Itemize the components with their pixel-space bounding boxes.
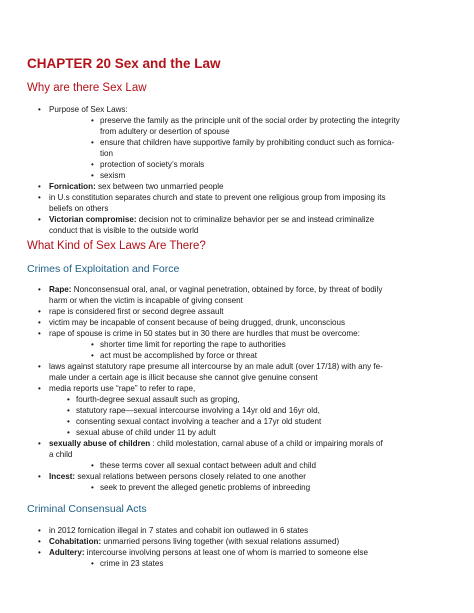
list-item: consenting sexual contact involving a teacher and a 17yr old student bbox=[76, 417, 322, 426]
definition: sexual relations between persons closely related to one another bbox=[75, 472, 306, 481]
list-item: tion bbox=[100, 149, 114, 158]
list-item: sexual abuse of child under 11 by adult bbox=[76, 428, 216, 437]
bullet: • bbox=[67, 417, 70, 426]
list-item: conduct that is visible to the outside world bbox=[49, 226, 199, 235]
list-item: seek to prevent the alleged genetic problems of inbreeding bbox=[100, 483, 311, 492]
term-adultery: Adultery: bbox=[49, 548, 85, 557]
list-item: laws against statutory rape presume all intercourse by an male adult (over 17/18) with any fe- bbox=[49, 362, 383, 371]
list-item bbox=[49, 471, 306, 482]
list-item: harm or when the victim is incapable of giving consent bbox=[49, 296, 243, 305]
list-item: from adultery or desertion of spouse bbox=[100, 127, 230, 136]
list-item bbox=[49, 438, 383, 449]
term-sexual-abuse: sexually abuse of children bbox=[49, 439, 151, 448]
list-item: act must be accomplished by force or threat bbox=[100, 351, 258, 360]
definition: intercourse involving persons at least one of whom is married to someone else bbox=[84, 548, 368, 557]
list-item bbox=[49, 547, 368, 558]
bullet: • bbox=[38, 215, 41, 224]
list-item: Purpose of Sex Laws: bbox=[49, 105, 128, 114]
list-item: beliefs on others bbox=[49, 204, 109, 213]
term-incest: Incest: bbox=[49, 472, 76, 481]
bullet: • bbox=[91, 171, 94, 180]
bullet: • bbox=[38, 526, 41, 535]
subheading-exploitation: Crimes of Exploitation and Force bbox=[27, 263, 180, 275]
bullet: • bbox=[91, 559, 94, 568]
term-cohabitation: Cohabitation: bbox=[49, 537, 102, 546]
list-item: rape of spouse is crime in 50 states but in 30 there are hurdles that must be overcome: bbox=[49, 329, 360, 338]
bullet: • bbox=[67, 428, 70, 437]
list-item: ensure that children have supportive family by prohibiting conduct such as fornica- bbox=[100, 138, 395, 147]
bullet: • bbox=[38, 329, 41, 338]
list-item: rape is considered first or second degree assault bbox=[49, 307, 224, 316]
definition: unmarried persons living together (with sexual relations assumed) bbox=[101, 537, 340, 546]
bullet: • bbox=[38, 548, 41, 557]
list-item: protection of society’s morals bbox=[100, 160, 205, 169]
bullet: • bbox=[91, 138, 94, 147]
bullet: • bbox=[38, 182, 41, 191]
bullet: • bbox=[38, 384, 41, 393]
definition: sex between two unmarried people bbox=[95, 182, 224, 191]
section-heading-why: Why are there Sex Law bbox=[27, 82, 147, 94]
list-item bbox=[49, 181, 224, 192]
list-item bbox=[49, 284, 382, 295]
list-item: these terms cover all sexual contact between adult and child bbox=[100, 461, 316, 470]
list-item: in 2012 fornication illegal in 7 states and cohabit ion outlawed in 6 states bbox=[49, 526, 309, 535]
chapter-title: CHAPTER 20 Sex and the Law bbox=[27, 56, 221, 71]
bullet: • bbox=[38, 472, 41, 481]
definition: decision not to criminalize behavior per se and instead criminalize bbox=[136, 215, 375, 224]
list-item: victim may be incapable of consent because of being drugged, drunk, unconscious bbox=[49, 318, 346, 327]
list-item bbox=[49, 536, 339, 547]
section-heading-kinds: What Kind of Sex Laws Are There? bbox=[27, 240, 206, 252]
definition: : child molestation, carnal abuse of a child or impairing morals of bbox=[150, 439, 383, 448]
subheading-consensual: Criminal Consensual Acts bbox=[27, 503, 147, 515]
list-item: crime in 23 states bbox=[100, 559, 164, 568]
bullet: • bbox=[67, 406, 70, 415]
bullet: • bbox=[38, 537, 41, 546]
term-fornication: Fornication: bbox=[49, 182, 96, 191]
bullet: • bbox=[38, 105, 41, 114]
bullet: • bbox=[38, 307, 41, 316]
list-item: media reports use “rape” to refer to rape, bbox=[49, 384, 196, 393]
list-item: shorter time limit for reporting the rape to authorities bbox=[100, 340, 286, 349]
list-item: preserve the family as the principle unit of the social order by protecting the integrity bbox=[100, 116, 400, 125]
bullet: • bbox=[38, 362, 41, 371]
bullet: • bbox=[38, 285, 41, 294]
bullet: • bbox=[91, 351, 94, 360]
list-item: in U.s constitution separates church and state to prevent one religious group from imposing its bbox=[49, 193, 386, 202]
list-item: sexism bbox=[100, 171, 126, 180]
list-item: fourth-degree sexual assault such as groping, bbox=[76, 395, 240, 404]
bullet: • bbox=[38, 193, 41, 202]
bullet: • bbox=[67, 395, 70, 404]
bullet: • bbox=[38, 318, 41, 327]
bullet: • bbox=[91, 483, 94, 492]
bullet: • bbox=[38, 439, 41, 448]
bullet: • bbox=[91, 340, 94, 349]
bullet: • bbox=[91, 461, 94, 470]
list-item: statutory rape—sexual intercourse involving a 14yr old and 16yr old, bbox=[76, 406, 320, 415]
bullet: • bbox=[91, 116, 94, 125]
term-rape: Rape: bbox=[49, 285, 72, 294]
term-victorian-compromise: Victorian compromise: bbox=[49, 215, 137, 224]
list-item: male under a certain age is illicit because she cannot give genuine consent bbox=[49, 373, 318, 382]
definition: Nonconsensual oral, anal, or vaginal penetration, obtained by force, by threat of bodily bbox=[71, 285, 383, 294]
bullet: • bbox=[91, 160, 94, 169]
list-item bbox=[49, 214, 374, 225]
list-item: a child bbox=[49, 450, 73, 459]
